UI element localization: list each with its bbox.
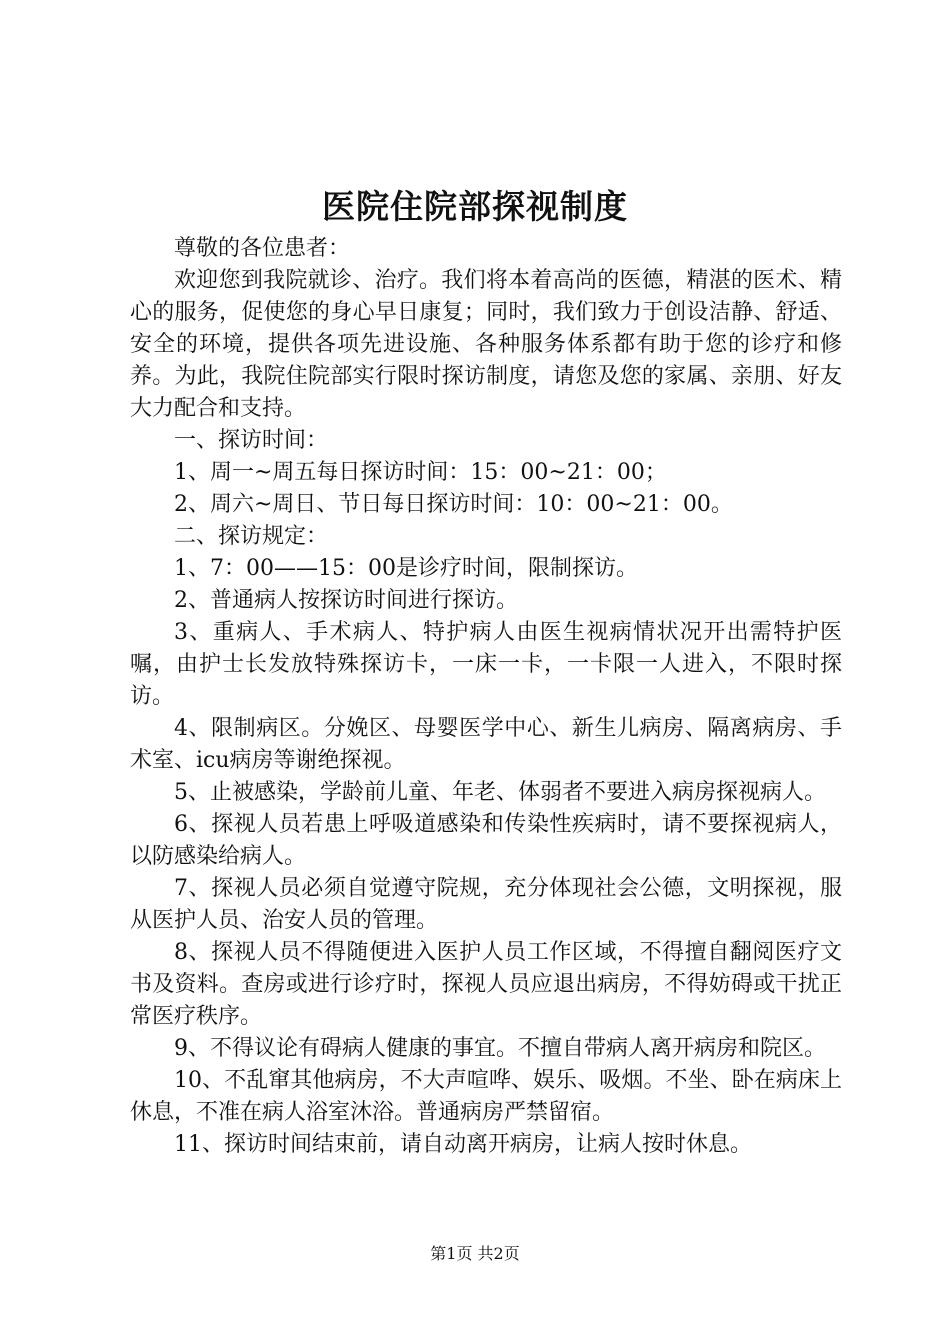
page-number-footer: 第1页 共2页	[430, 1244, 520, 1263]
rule-item-3: 3、重病人、手术病人、特护病人由医生视病情状况开出需特护医嘱，由护士长发放特殊探访卡，一床一卡，一卡限一人进入，不限时探访。	[130, 620, 842, 709]
salutation: 尊敬的各位患者：	[174, 236, 351, 261]
section-heading-visit-time: 一、探访时间：	[174, 428, 329, 453]
rule-item-1: 1、7：00——15：00是诊疗时间，限制探访。	[174, 556, 638, 581]
rule-item-10: 10、不乱窜其他病房，不大声喧哗、娱乐、吸烟。不坐、卧在病床上休息，不准在病人浴室沐浴。普通病房严禁留宿。	[130, 1068, 842, 1125]
visit-time-item-1: 1、周一~周五每日探访时间：15：00~21：00；	[174, 460, 667, 485]
rule-item-2: 2、普通病人按探访时间进行探访。	[174, 588, 518, 613]
document-body	[130, 233, 842, 1161]
visit-time-item-2: 2、周六~周日、节日每日探访时间：10：00~21：00。	[174, 492, 733, 517]
rule-item-7: 7、探视人员必须自觉遵守院规，充分体现社会公德，文明探视，服从医护人员、治安人员的管理。	[130, 876, 842, 933]
document-title: 医院住院部探视制度	[322, 187, 628, 226]
rule-item-9: 9、不得议论有碍病人健康的事宜。不擅自带病人离开病房和院区。	[174, 1036, 826, 1061]
section-heading-visit-rules: 二、探访规定：	[174, 524, 329, 549]
intro-paragraph: 欢迎您到我院就诊、治疗。我们将本着高尚的医德，精湛的医术、精心的服务，促使您的身心早日康复；同时，我们致力于创设洁静、舒适、安全的环境，提供各项先进设施、各种服务体系都有助于您的诊疗和修养。为此，我院住院部实行限时探访制度，请您及您的家属、亲朋、好友大力配合和支持。	[130, 268, 842, 421]
rule-item-6: 6、探视人员若患上呼吸道感染和传染性疾病时，请不要探视病人，以防感染给病人。	[130, 812, 842, 869]
rule-item-8: 8、探视人员不得随便进入医护人员工作区域，不得擅自翻阅医疗文书及资料。查房或进行诊疗时，探视人员应退出病房，不得妨碍或干扰正常医疗秩序。	[130, 940, 842, 1029]
rule-item-4: 4、限制病区。分娩区、母婴医学中心、新生儿病房、隔离病房、手术室、icu病房等谢绝探视。	[130, 716, 842, 773]
rule-item-11: 11、探访时间结束前，请自动离开病房，让病人按时休息。	[174, 1132, 752, 1157]
rule-item-5: 5、止被感染，学龄前儿童、年老、体弱者不要进入病房探视病人。	[174, 780, 826, 805]
